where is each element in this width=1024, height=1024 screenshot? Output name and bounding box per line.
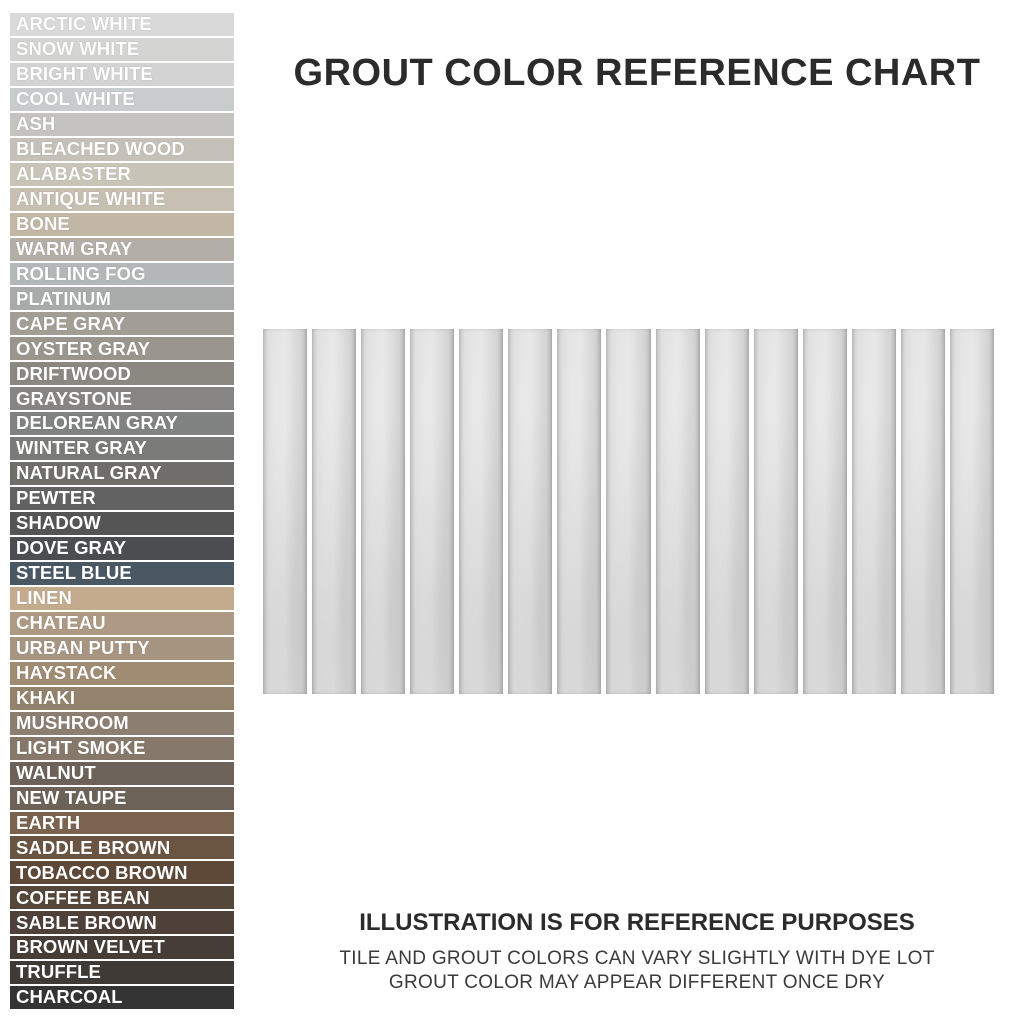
grout-swatch xyxy=(10,587,234,610)
grout-swatch xyxy=(10,113,234,136)
tile-slat xyxy=(950,329,994,694)
grout-swatch-label: COOL WHITE xyxy=(16,88,135,110)
grout-swatch-label: PLATINUM xyxy=(16,287,111,309)
grout-swatch xyxy=(10,63,234,86)
grout-swatch xyxy=(10,637,234,660)
grout-swatch-label: ARCTIC WHITE xyxy=(16,13,152,35)
tile-slat xyxy=(312,329,356,694)
grout-swatch xyxy=(10,312,234,335)
grout-swatch xyxy=(10,836,234,859)
grout-swatch xyxy=(10,213,234,236)
grout-swatch xyxy=(10,861,234,884)
tile-slat xyxy=(803,329,847,694)
grout-swatch-label: BROWN VELVET xyxy=(16,936,165,958)
grout-swatch-label: SHADOW xyxy=(16,512,101,534)
grout-swatch-label: SADDLE BROWN xyxy=(16,836,171,858)
tile-slat xyxy=(606,329,650,694)
grout-swatch xyxy=(10,263,234,286)
grout-swatch-label: BONE xyxy=(16,212,70,234)
tile-slat xyxy=(410,329,454,694)
page-title: GROUT COLOR REFERENCE CHART xyxy=(293,52,981,94)
grout-swatch-label: BRIGHT WHITE xyxy=(16,63,153,85)
grout-swatch xyxy=(10,612,234,635)
tile-slat xyxy=(901,329,945,694)
grout-swatch-label: EARTH xyxy=(16,811,81,833)
grout-swatch-label: ANTIQUE WHITE xyxy=(16,187,166,209)
grout-swatch xyxy=(10,986,234,1009)
grout-swatch xyxy=(10,238,234,261)
grout-swatch-label: SABLE BROWN xyxy=(16,911,157,933)
grout-swatch-label: TRUFFLE xyxy=(16,961,101,983)
grout-swatch xyxy=(10,88,234,111)
grout-swatch xyxy=(10,13,234,36)
grout-swatch xyxy=(10,512,234,535)
grout-swatch-label: ALABASTER xyxy=(16,162,131,184)
grout-swatch-label: CHATEAU xyxy=(16,612,106,634)
grout-swatch-label: URBAN PUTTY xyxy=(16,637,150,659)
grout-swatch xyxy=(10,188,234,211)
tile-slat xyxy=(361,329,405,694)
grout-swatch-label: WARM GRAY xyxy=(16,237,133,259)
tile-slat xyxy=(705,329,749,694)
grout-swatch-label: GRAYSTONE xyxy=(16,387,133,409)
grout-swatch-label: CHARCOAL xyxy=(16,986,123,1008)
tile-slat xyxy=(459,329,503,694)
grout-swatch xyxy=(10,787,234,810)
grout-swatch-label: COFFEE BEAN xyxy=(16,886,150,908)
grout-swatch xyxy=(10,687,234,710)
grout-swatch xyxy=(10,712,234,735)
grout-swatch-label: HAYSTACK xyxy=(16,662,117,683)
grout-swatch-label: WINTER GRAY xyxy=(16,437,147,459)
grout-swatch xyxy=(10,537,234,560)
grout-swatch-label: LIGHT SMOKE xyxy=(16,736,146,758)
tile-slat xyxy=(508,329,552,694)
grout-swatch xyxy=(10,936,234,959)
notice-line-once-dry: GROUT COLOR MAY APPEAR DIFFERENT ONCE DRY xyxy=(388,972,886,993)
grout-swatch-label: DELOREAN GRAY xyxy=(16,412,179,434)
grout-swatch xyxy=(10,138,234,161)
notice-line-dye-lot: TILE AND GROUT COLORS CAN VARY SLIGHTLY WITH DYE LOT xyxy=(339,948,935,969)
grout-swatch-label: OYSTER GRAY xyxy=(16,337,151,359)
grout-swatch xyxy=(10,163,234,186)
grout-swatch-label: BLEACHED WOOD xyxy=(16,137,185,159)
grout-swatch xyxy=(10,961,234,984)
grout-swatch xyxy=(10,762,234,785)
tile-slat xyxy=(754,329,798,694)
tile-illustration xyxy=(263,329,994,694)
tile-slat xyxy=(557,329,601,694)
grout-swatch xyxy=(10,337,234,360)
notice-heading: ILLUSTRATION IS FOR REFERENCE PURPOSES xyxy=(359,909,915,936)
grout-swatch-label: ROLLING FOG xyxy=(16,262,146,284)
grout-swatch xyxy=(10,886,234,909)
grout-swatch xyxy=(10,562,234,585)
grout-swatch-label: DRIFTWOOD xyxy=(16,362,131,384)
grout-swatch-label: TOBACCO BROWN xyxy=(16,861,188,883)
grout-swatch-list xyxy=(10,13,234,1009)
grout-swatch-label: ASH xyxy=(16,113,56,135)
grout-swatch-label: NATURAL GRAY xyxy=(16,462,162,484)
grout-swatch xyxy=(10,737,234,760)
grout-swatch-label: MUSHROOM xyxy=(16,711,129,733)
grout-swatch xyxy=(10,412,234,435)
tile-slat xyxy=(656,329,700,694)
grout-swatch-label: WALNUT xyxy=(16,761,96,783)
grout-swatch xyxy=(10,462,234,485)
grout-swatch xyxy=(10,38,234,61)
tile-slat xyxy=(852,329,896,694)
grout-swatch-label: DOVE GRAY xyxy=(16,537,127,559)
tile-slat xyxy=(263,329,307,694)
grout-swatch xyxy=(10,387,234,410)
grout-swatch-label: STEEL BLUE xyxy=(16,562,132,584)
grout-swatch-label: PEWTER xyxy=(16,487,96,509)
grout-swatch xyxy=(10,437,234,460)
grout-swatch-label: SNOW WHITE xyxy=(16,38,140,60)
grout-swatch xyxy=(10,911,234,934)
grout-swatch xyxy=(10,362,234,385)
grout-swatch-label: KHAKI xyxy=(16,686,76,708)
grout-swatch xyxy=(10,662,234,685)
grout-swatch-label: CAPE GRAY xyxy=(16,312,126,334)
grout-swatch xyxy=(10,287,234,310)
grout-swatch-label: NEW TAUPE xyxy=(16,786,127,808)
grout-swatch-label: LINEN xyxy=(16,587,72,609)
grout-swatch xyxy=(10,812,234,835)
grout-swatch xyxy=(10,487,234,510)
